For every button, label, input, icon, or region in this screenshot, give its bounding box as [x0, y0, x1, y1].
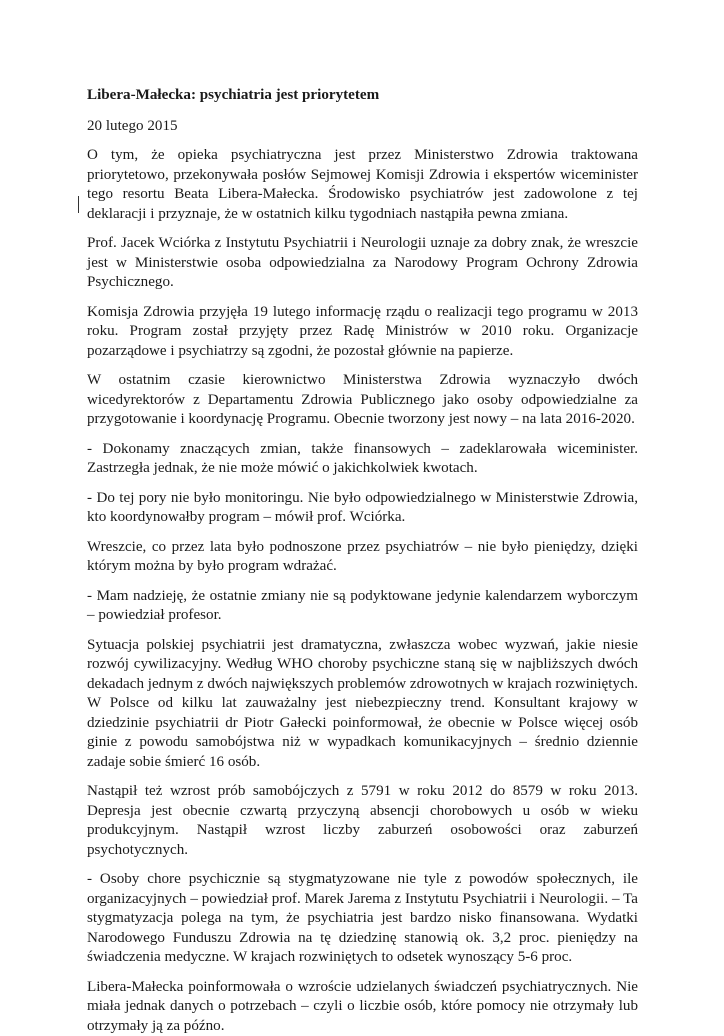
paragraph: Komisja Zdrowia przyjęła 19 lutego informację rządu o realizacji tego programu w 2013 roku. Program został przyjęty przez Radę Ministrów w 2010 roku. Organizacje pozarządowe i psychiatrzy są zgodni, że pozostał głównie na papierze. [87, 303, 638, 362]
article-date: 20 lutego 2015 [87, 117, 638, 137]
article-body [87, 86, 638, 1036]
paragraph: O tym, że opieka psychiatryczna jest przez Ministerstwo Zdrowia traktowana priorytetowo, przekonywała posłów Sejmowej Komisji Zdrowia i ekspertów wiceminister tego resortu Beata Libera-Małecka. Środowisko psychiatrów jest zadowolone z tej deklaracji i przyznaje, że w ostatnich kilku tygodniach nastąpiła pewna zmiana. [87, 146, 638, 224]
paragraph: Wreszcie, co przez lata było podnoszone przez psychiatrów – nie było pieniędzy, dzięki którym można by było program wdrażać. [87, 538, 638, 577]
paragraph: Nastąpił też wzrost prób samobójczych z 5791 w roku 2012 do 8579 w roku 2013. Depresja jest obecnie czwartą przyczyną absencji chorobowych u osób w wieku produkcyjnym. Nastąpił wzrost liczby zaburzeń osobowości oraz zaburzeń psychotycznych. [87, 782, 638, 860]
paragraph: Sytuacja polskiej psychiatrii jest dramatyczna, zwłaszcza wobec wyzwań, jakie niesie rozwój cywilizacyjny. Według WHO choroby psychiczne staną się w najbliższych dwóch dekadach jednym z dwóch największych problemów zdrowotnych w krajach rozwiniętych. W Polsce od kilku lat zauważalny jest niebezpieczny trend. Konsultant krajowy w dziedzinie psychiatrii dr Piotr Gałecki poinformował, że obecnie w Polsce więcej osób ginie z powodu samobójstwa niż w wypadkach komunikacyjnych – średnio dziennie zadaje sobie śmierć 16 osób. [87, 636, 638, 773]
paragraph: - Osoby chore psychicznie są stygmatyzowane nie tyle z powodów społecznych, ile organizacyjnych – powiedział prof. Marek Jarema z Instytutu Psychiatrii i Neurologii. – Ta stygmatyzacja polega na tym, że psychiatria jest bardzo nisko finansowana. Wydatki Narodowego Funduszu Zdrowia na tę dziedzinę stanowią ok. 3,2 proc. pieniędzy na świadczenia medyczne. W krajach rozwiniętych to odsetek wynoszący 5-6 proc. [87, 870, 638, 968]
paragraph: Prof. Jacek Wciórka z Instytutu Psychiatrii i Neurologii uznaje za dobry znak, że wreszcie jest w Ministerstwie osoba odpowiedzialna za Narodowy Program Ochrony Zdrowia Psychicznego. [87, 234, 638, 293]
paragraph: Libera-Małecka poinformowała o wzroście udzielanych świadczeń psychiatrycznych. Nie miała jednak danych o potrzebach – czyli o liczbie osób, które pomocy nie otrzymały lub otrzymały ją za późno. [87, 978, 638, 1036]
paragraph: - Mam nadzieję, że ostatnie zmiany nie są podyktowane jedynie kalendarzem wyborczym – powiedział profesor. [87, 587, 638, 626]
paragraph: - Dokonamy znaczących zmian, także finansowych – zadeklarowała wiceminister. Zastrzegła jednak, że nie może mówić o jakichkolwiek kwotach. [87, 440, 638, 479]
paragraph: - Do tej pory nie było monitoringu. Nie było odpowiedzialnego w Ministerstwie Zdrowia, kto koordynowałby program – mówił prof. Wciórka. [87, 489, 638, 528]
article-title: Libera-Małecka: psychiatria jest priorytetem [87, 86, 638, 106]
text-cursor-marker [78, 196, 79, 213]
paragraph: W ostatnim czasie kierownictwo Ministerstwa Zdrowia wyznaczyło dwóch wicedyrektorów z Departamentu Zdrowia Publicznego jako osoby odpowiedzialne za przygotowanie i koordynację Programu. Obecnie tworzony jest nowy – na lata 2016-2020. [87, 371, 638, 430]
